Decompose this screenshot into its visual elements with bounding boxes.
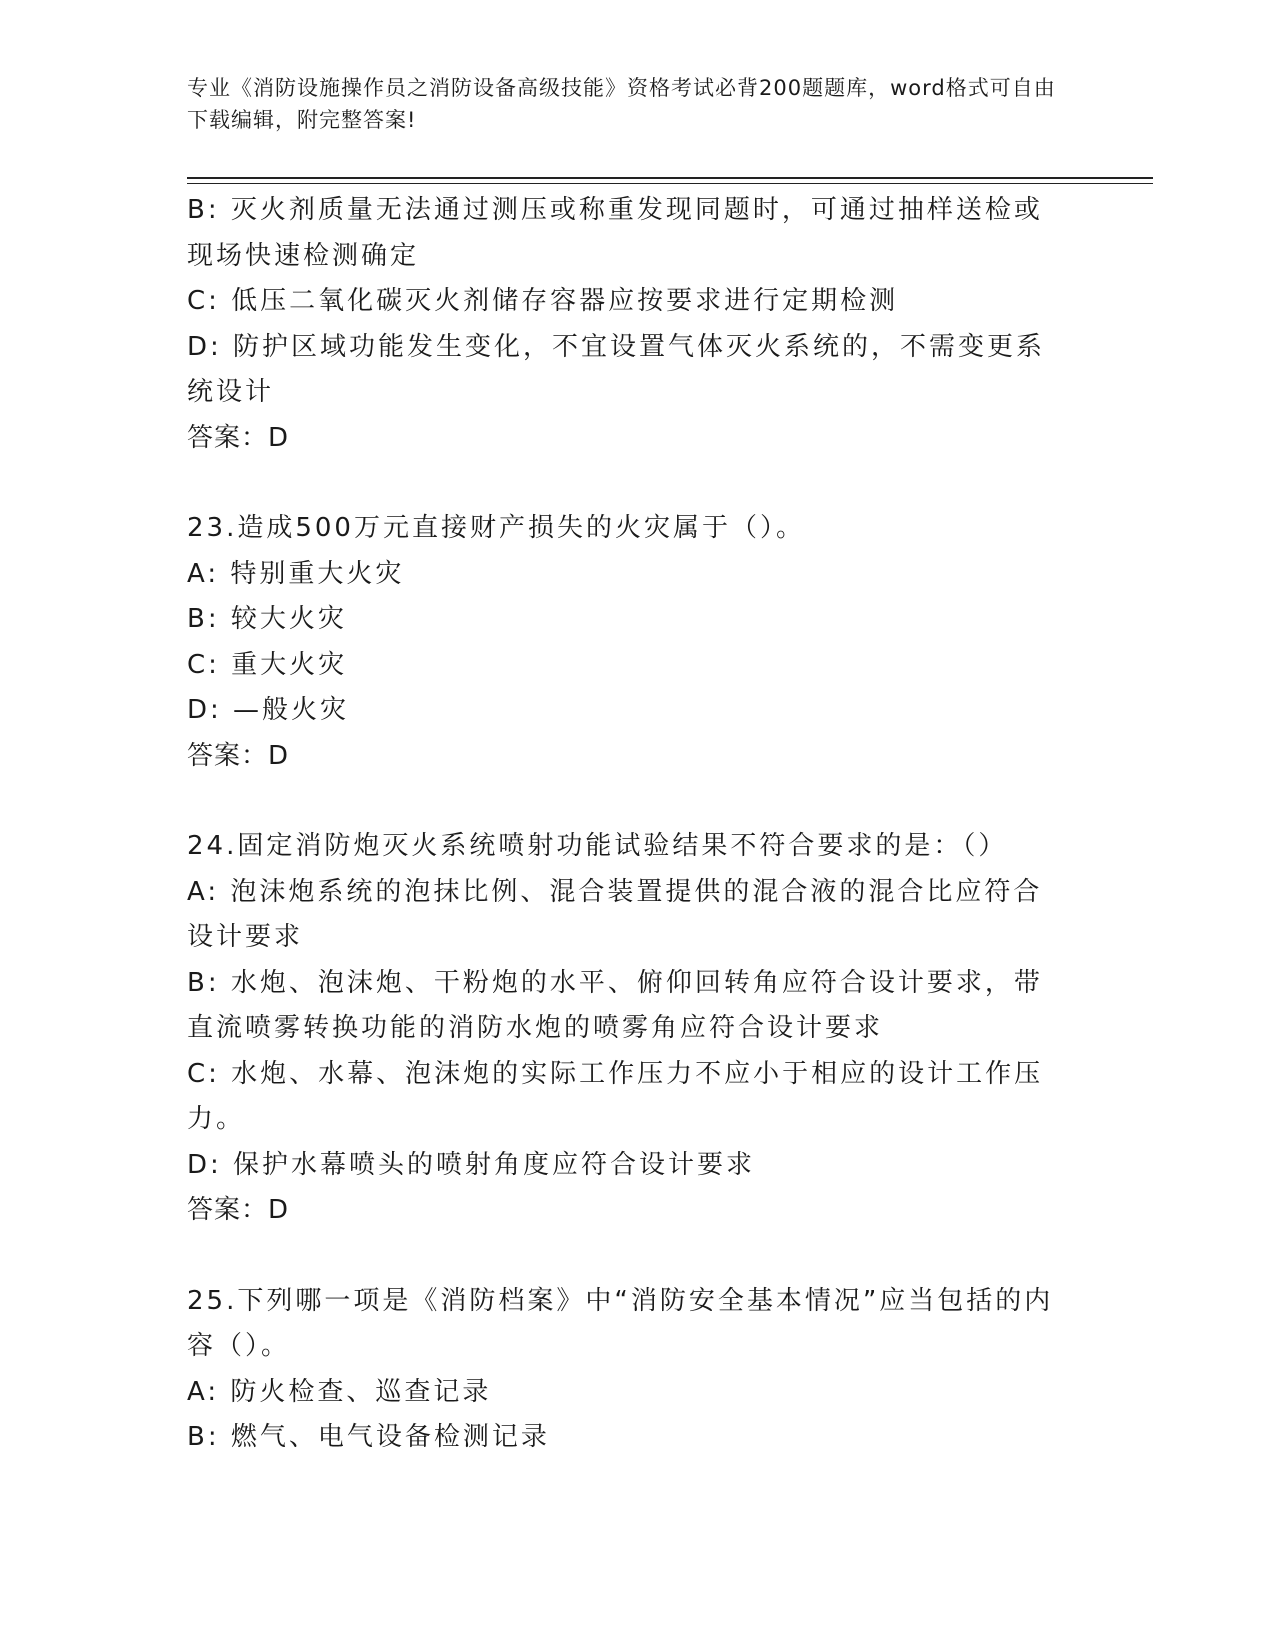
header-rule-thin [187, 183, 1153, 184]
option-a: A: 防火检查、巡查记录 [187, 1376, 492, 1407]
option-c: C: 低压二氧化碳灭火剂储存容器应按要求进行定期检测 [187, 286, 899, 316]
option-a: A: 特别重大火灾 [187, 558, 405, 589]
answer-line: 答案：D [187, 740, 290, 771]
option-b: B: 较大火灾 [187, 604, 347, 634]
option-a: A: 泡沫炮系统的泡抹比例、混合装置提供的混合液的混合比应符合设计要求 [187, 876, 1043, 952]
question-text: 23.造成500万元直接财产损失的火灾属于（）。 [187, 513, 805, 543]
question-23 [187, 506, 1067, 779]
header-text: 专业《消防设施操作员之消防设备高级技能》资格考试必背200题题库，word格式可自由下载编辑，附完整答案! [187, 76, 1056, 132]
question-25 [187, 1279, 1067, 1461]
question-text: 24.固定消防炮灭火系统喷射功能试验结果不符合要求的是：（） [187, 831, 1008, 861]
option-d: D: —般火灾 [187, 695, 350, 725]
option-d: D: 防护区域功能发生变化，不宜设置气体灭火系统的，不需变更系统设计 [187, 331, 1046, 407]
question-text: 25.下列哪一项是《消防档案》中“消防安全基本情况”应当包括的内容（）。 [187, 1285, 1054, 1361]
option-c: C: 重大火灾 [187, 649, 348, 680]
header-rule-thick [187, 177, 1153, 179]
answer-line: 答案：D [187, 422, 290, 453]
document-body [187, 188, 1067, 1461]
option-b: B: 灭火剂质量无法通过测压或称重发现同题时，可通过抽样送检或现场快速检测确定 [187, 195, 1043, 271]
question-24 [187, 824, 1067, 1234]
answer-line: 答案：D [187, 1195, 290, 1225]
option-c: C: 水炮、水幕、泡沫炮的实际工作压力不应小于相应的设计工作压力。 [187, 1058, 1044, 1134]
option-b: B: 水炮、泡沫炮、干粉炮的水平、俯仰回转角应符合设计要求，带直流喷雾转换功能的消防水炮的喷雾角应符合设计要求 [187, 967, 1043, 1043]
option-d: D: 保护水幕喷头的喷射角度应符合设计要求 [187, 1149, 756, 1180]
option-b: B: 燃气、电气设备检测记录 [187, 1422, 550, 1452]
question-22-continued [187, 188, 1067, 461]
document-header [187, 72, 1067, 136]
